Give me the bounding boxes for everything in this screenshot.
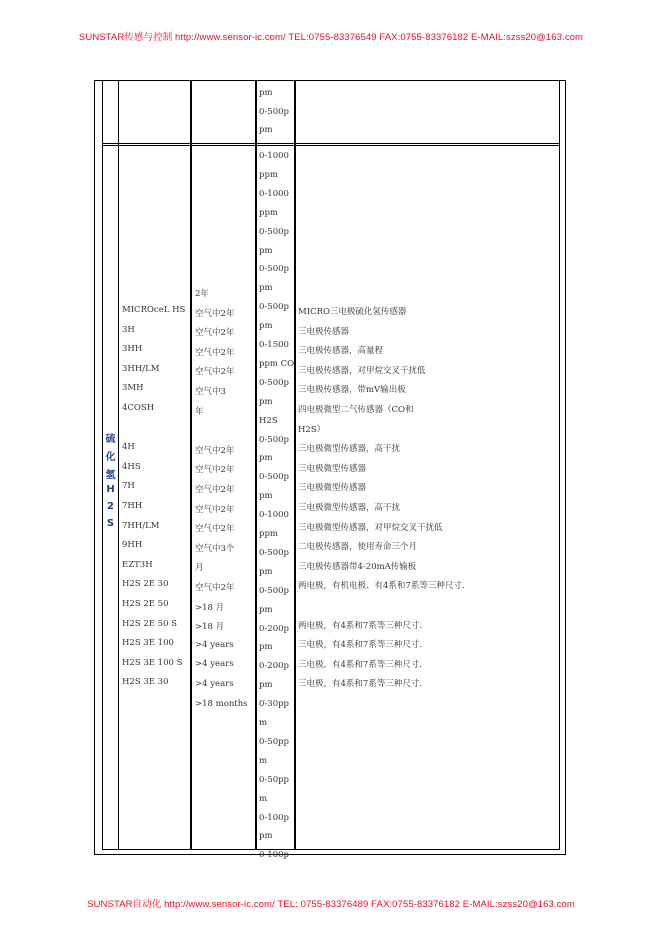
range-value: pm: [259, 321, 273, 332]
range-value: 0-1000: [259, 188, 289, 199]
life-value: 空气中3: [195, 387, 226, 397]
range-value: ppm: [259, 169, 278, 180]
model-name: 3MH: [122, 383, 144, 394]
model-name: 3H: [122, 324, 135, 335]
model-name: 7HH/LM: [122, 520, 160, 531]
model-name: 7H: [122, 481, 135, 492]
range-value: 0-50pp: [259, 736, 289, 747]
range-value: pm: [259, 453, 273, 464]
life-value: >4 years: [195, 639, 234, 650]
range-value: 0-500p: [259, 434, 289, 445]
range-value: pm: [259, 566, 273, 577]
life-value: 空气中2年: [195, 583, 235, 593]
range-value: 0-1000: [259, 510, 289, 521]
range-value: 0-500p: [259, 472, 289, 483]
range-value: 0-50pp: [259, 774, 289, 785]
life-value: >18 months: [195, 698, 248, 709]
range-value: m: [259, 718, 268, 728]
range-value: 0-500p: [259, 264, 289, 275]
description-text: 三电极传感器: [298, 326, 350, 337]
range-value: 0-100p: [259, 812, 289, 823]
range-value: pm: [259, 245, 273, 256]
model-name: H2S 2E 50 S: [122, 618, 178, 629]
range-value: m: [259, 755, 268, 766]
description-text: 三电极微型传感器: [298, 463, 367, 474]
model-name: 4H: [122, 442, 135, 453]
model-name: 3HH: [122, 344, 143, 355]
life-value: 空气中2年: [195, 465, 235, 476]
range-value: pm: [259, 491, 273, 502]
range-line: pm: [259, 88, 273, 98]
description-text: 三电极，有4系和7系等三种尺寸.: [298, 659, 423, 670]
category-char: 氢: [105, 470, 116, 481]
model-name: 9HH: [122, 540, 143, 551]
life-value: 空气中2年: [195, 445, 235, 456]
description-text: 三电极微型传感器，高干扰: [298, 503, 401, 513]
page-header: SUNSTAR传感与控制 http://www.sensor-ic.com/ TEL:0755-83376549 FAX:0755-83376182 E-MAIL:szss20@163.com: [78, 32, 584, 43]
description-text: 三电极微型传感器，高干扰: [298, 444, 401, 455]
category-char: H: [106, 484, 115, 495]
range-line: 0-500p: [259, 107, 289, 117]
life-value: 年: [195, 406, 204, 417]
range-value: pm: [259, 680, 273, 691]
life-value: >4 years: [195, 679, 234, 689]
model-name: EZT3H: [122, 559, 153, 570]
description-text: 三电极传感器，高量程: [298, 346, 384, 357]
life-value: 空气中2年: [195, 504, 235, 515]
description-text: H2S）: [298, 424, 326, 435]
range-value: 0-500p: [259, 547, 289, 558]
life-value: 空气中2年: [195, 347, 235, 358]
range-value: pm: [259, 642, 273, 653]
description-text: 三电极传感器带4-20mA传输板: [298, 561, 417, 572]
life-value: 空气中2年: [195, 308, 235, 319]
life-value: 空气中2年: [195, 524, 235, 535]
description-text: 两电极，有机电极、有4系和7系等三种尺寸.: [298, 581, 465, 592]
range-value: 0-1500: [259, 340, 289, 350]
life-value: 空气中2年: [195, 367, 235, 378]
model-name: H2S 3E 100 S: [122, 657, 183, 668]
model-name: MICROceL HS: [122, 305, 186, 315]
range-value: ppm: [259, 207, 278, 218]
category-char: S: [106, 518, 115, 529]
range-value: 0-30pp: [259, 699, 289, 710]
category-char: 化: [105, 452, 116, 463]
range-value: 0-500p: [259, 585, 289, 596]
description-text: 三电极传感器，对甲烷交叉干扰低: [298, 365, 426, 376]
range-line: pm: [259, 125, 273, 135]
description-text: 三电极传感器，带mV输出板: [298, 385, 406, 396]
description-text: 二电极传感器，使用寿命三个月: [298, 542, 418, 553]
model-name: H2S 3E 100: [122, 638, 174, 649]
life-value: 月: [195, 563, 204, 574]
description-text: 三电极，有4系和7系等三种尺寸.: [298, 640, 423, 651]
range-value: pm: [259, 396, 273, 407]
description-text: 两电极，有4系和7系等三种尺寸.: [298, 620, 423, 631]
range-value: 0-1000: [259, 151, 289, 161]
model-name: 4COSH: [122, 403, 155, 413]
range-value: 0-100p: [259, 850, 289, 861]
life-value: >18 月: [195, 622, 225, 633]
page-footer: SUNSTAR自动化 http://www.sensor-ic.com/ TEL: 0755-83376489 FAX:0755-83376182 E-MAIL:szss20@163.com: [87, 899, 575, 910]
description-text: 四电极微型二气传感器（CO和: [298, 405, 414, 415]
range-value: m: [259, 793, 268, 804]
life-value: 空气中2年: [195, 485, 235, 495]
life-value: >4 years: [195, 659, 234, 670]
category-char: 2: [107, 501, 114, 512]
description-text: 三电极微型传感器: [298, 483, 367, 494]
model-name: H2S 2E 50: [122, 599, 169, 609]
description-text: 三电极微型传感器，对甲烷交叉干扰低: [298, 522, 443, 533]
model-name: 4HS: [122, 461, 141, 472]
life-value: 空气中3个: [195, 543, 235, 554]
range-value: ppm: [259, 529, 278, 539]
model-name: 3HH/LM: [122, 363, 160, 374]
range-value: 0-500p: [259, 226, 289, 237]
range-value: 0-200p: [259, 661, 289, 672]
description-text: 三电极，有4系和7系等三种尺寸.: [298, 679, 423, 690]
range-value: pm: [259, 283, 273, 294]
category-char: 硫: [105, 434, 116, 445]
range-value: 0-200p: [259, 623, 289, 634]
description-text: MICRO三电极硫化氢传感器: [298, 307, 407, 317]
range-value: 0-500p: [259, 302, 289, 313]
life-value: 2年: [195, 289, 209, 299]
life-value: >18 月: [195, 602, 225, 613]
model-name: 7HH: [122, 501, 143, 511]
model-name: H2S 3E 30: [122, 677, 169, 688]
range-value: ppm CO: [259, 358, 295, 369]
range-value: pm: [259, 831, 273, 842]
range-value: pm: [259, 604, 273, 615]
range-value: H2S: [259, 415, 278, 426]
range-value: 0-500p: [259, 377, 289, 388]
model-name: H2S 2E 30: [122, 579, 169, 590]
life-value: 空气中2年: [195, 328, 235, 339]
